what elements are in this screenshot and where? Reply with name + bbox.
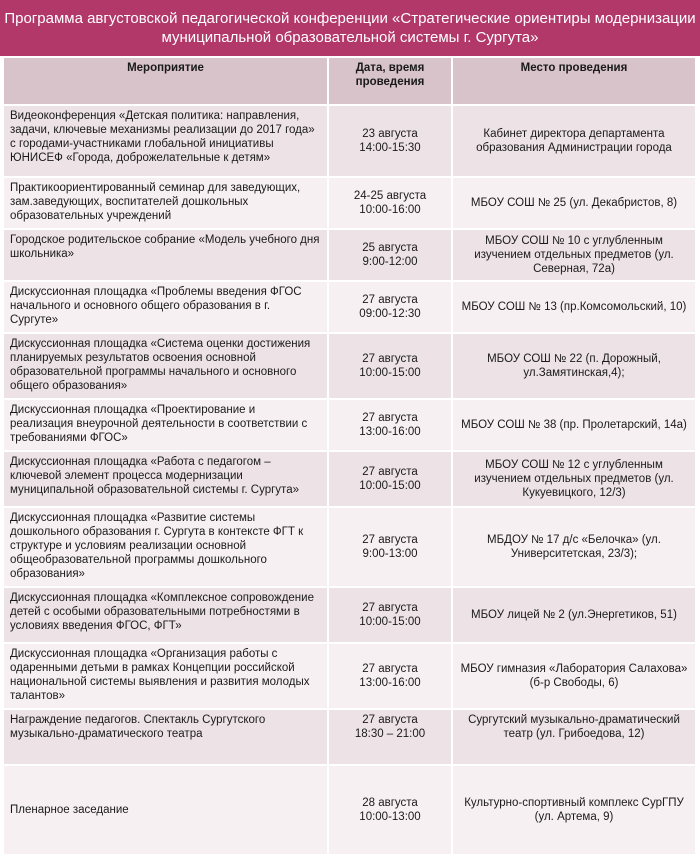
place-cell: Культурно-спортивный комплекс СурГПУ (ул. Артема, 9) — [452, 765, 696, 855]
date-text: 24-25 августа — [353, 190, 427, 202]
event-cell: Видеоконференция «Детская политика: направления, задачи, ключевые механизмы реализации до 2017 года» с городами-участниками глобальной инициативы ЮНИСЕФ «Города, доброжелательные к детям» — [4, 105, 328, 177]
title-line-1: Программа августовской педагогической конференции «Стратегические ориентиры модернизации — [4, 10, 696, 27]
table-header-row — [4, 58, 696, 105]
time-text: 13:00-16:00 — [359, 426, 421, 438]
date-text: 27 августа — [362, 602, 418, 614]
date-cell — [328, 105, 452, 177]
date-text: 23 августа — [362, 128, 418, 140]
time-text: 13:00-16:00 — [359, 677, 421, 689]
time-text: 18:30 – 21:00 — [354, 728, 426, 740]
time-text: 09:00-12:30 — [359, 308, 421, 320]
event-cell: Дискуссионная площадка «Развитие системы дошкольного образования г. Сургута в контексте ФГТ к структуре и условиям реализации основной общеобразовательной программы дошкольного образования» — [4, 507, 328, 587]
date-cell — [328, 709, 452, 765]
time-text: 10:00-16:00 — [359, 204, 421, 216]
table-row — [4, 765, 696, 855]
date-cell — [328, 451, 452, 507]
date-cell — [328, 765, 452, 855]
table-row — [4, 507, 696, 587]
place-cell: МБОУ гимназия «Лаборатория Салахова» (б-р Свободы, 6) — [452, 643, 696, 709]
place-cell: МБОУ СОШ № 38 (пр. Пролетарский, 14а) — [452, 399, 696, 451]
event-cell: Дискуссионная площадка «Проектирование и реализация внеурочной деятельности в соответствии с требованиями ФГОС» — [4, 399, 328, 451]
date-text: 27 августа — [362, 353, 418, 365]
table-row — [4, 105, 696, 177]
column-header-date: Дата, время проведения — [328, 58, 452, 105]
date-cell — [328, 399, 452, 451]
event-cell: Городское родительское собрание «Модель учебного дня школьника» — [4, 229, 328, 281]
date-text: 28 августа — [362, 797, 418, 809]
date-cell — [328, 643, 452, 709]
title-line-2: муниципальной образовательной системы г. Сургута» — [161, 29, 539, 46]
place-cell: МБОУ лицей № 2 (ул.Энергетиков, 51) — [452, 587, 696, 643]
event-cell: Пленарное заседание — [4, 765, 328, 855]
table-row — [4, 587, 696, 643]
conference-title-banner — [0, 0, 700, 56]
date-text: 27 августа — [362, 534, 418, 546]
time-text: 10:00-13:00 — [359, 811, 421, 823]
table-row — [4, 177, 696, 229]
date-cell — [328, 507, 452, 587]
column-header-event: Мероприятие — [4, 58, 328, 105]
event-cell: Дискуссионная площадка «Система оценки достижения планируемых результатов освоения основной образовательной программы начального и основного общего образования» — [4, 333, 328, 399]
date-cell — [328, 177, 452, 229]
place-cell: МБОУ СОШ № 10 с углубленным изучением отдельных предметов (ул. Северная, 72а) — [452, 229, 696, 281]
table-row — [4, 333, 696, 399]
time-text: 10:00-15:00 — [359, 367, 421, 379]
program-table — [4, 58, 697, 856]
time-text: 14:00-15:30 — [359, 142, 421, 154]
event-cell: Дискуссионная площадка «Проблемы введения ФГОС начального и основного общего образования в г. Сургуте» — [4, 281, 328, 333]
place-cell: МБОУ СОШ № 25 (ул. Декабристов, 8) — [452, 177, 696, 229]
date-cell — [328, 587, 452, 643]
date-text: 27 августа — [362, 714, 418, 726]
table-row — [4, 709, 696, 765]
place-cell: МБОУ СОШ № 12 с углубленным изучением отдельных предметов (ул. Кукуевицкого, 12/3) — [452, 451, 696, 507]
event-cell: Дискуссионная площадка «Работа с педагогом – ключевой элемент процесса модернизации муниципальной образовательной системы г. Сургута» — [4, 451, 328, 507]
date-text: 27 августа — [362, 412, 418, 424]
time-text: 10:00-15:00 — [359, 616, 421, 628]
event-cell: Дискуссионная площадка «Комплексное сопровождение детей с особыми образовательными потребностями в условиях введения ФГОС, ФГТ» — [4, 587, 328, 643]
date-text: 27 августа — [362, 466, 418, 478]
column-header-place: Место проведения — [452, 58, 696, 105]
place-cell: МБОУ СОШ № 22 (п. Дорожный, ул.Замятинская,4); — [452, 333, 696, 399]
place-cell: Сургутский музыкально-драматический театр (ул. Грибоедова, 12) — [452, 709, 696, 765]
place-cell: Кабинет директора департамента образования Администрации города — [452, 105, 696, 177]
table-row — [4, 229, 696, 281]
time-text: 9:00-13:00 — [362, 548, 418, 560]
time-text: 9:00-12:00 — [362, 256, 418, 268]
table-row — [4, 281, 696, 333]
time-text: 10:00-15:00 — [359, 480, 421, 492]
date-text: 27 августа — [362, 294, 418, 306]
date-text: 25 августа — [362, 242, 418, 254]
event-cell: Дискуссионная площадка «Организация работы с одаренными детьми в рамках Концепции российской национальной системы выявления и развития молодых талантов» — [4, 643, 328, 709]
place-cell: МБДОУ № 17 д/с «Белочка» (ул. Университетская, 23/3); — [452, 507, 696, 587]
place-cell: МБОУ СОШ № 13 (пр.Комсомольский, 10) — [452, 281, 696, 333]
table-row — [4, 643, 696, 709]
date-cell — [328, 281, 452, 333]
event-cell: Награждение педагогов. Спектакль Сургутского музыкально-драматического театра — [4, 709, 328, 765]
date-cell — [328, 333, 452, 399]
event-cell: Практикоориентированный семинар для заведующих, зам.заведующих, воспитателей дошкольных образовательных учреждений — [4, 177, 328, 229]
table-row — [4, 399, 696, 451]
date-text: 27 августа — [362, 663, 418, 675]
date-cell — [328, 229, 452, 281]
program-table-container — [4, 58, 696, 856]
table-row — [4, 451, 696, 507]
